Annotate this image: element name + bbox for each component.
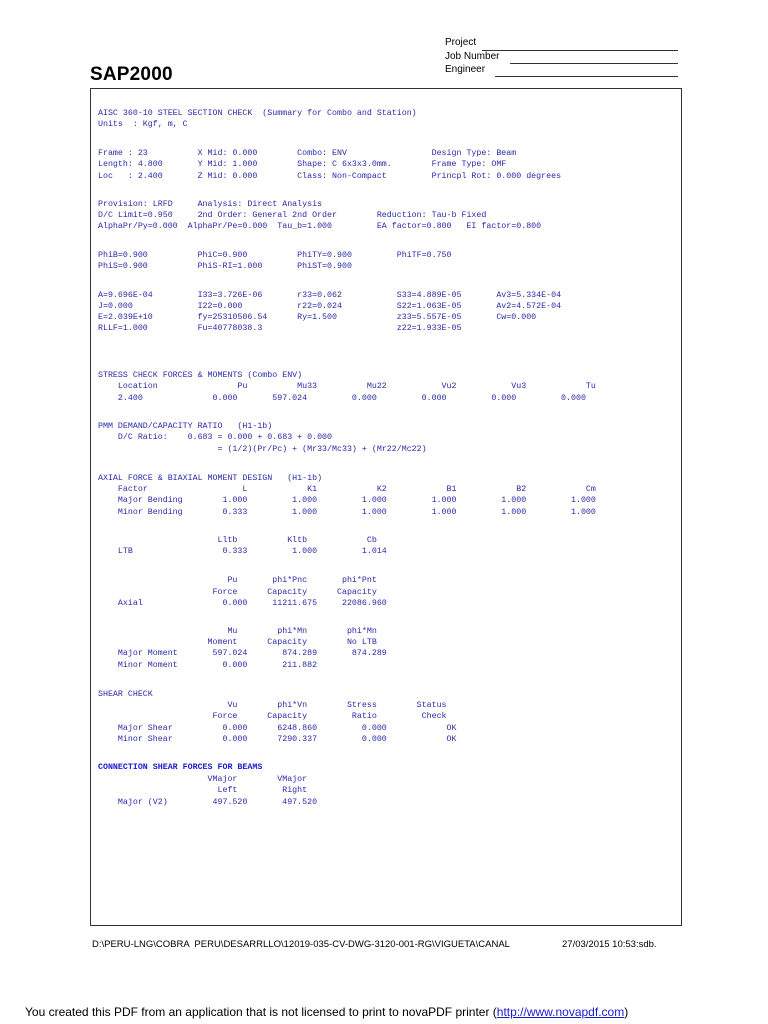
connection-header-row: Left Right (98, 786, 308, 795)
stress-check-value-row: 2.400 0.000 597.024 0.000 0.000 0.000 0.000 (98, 394, 586, 403)
ltb-header-row: Lltb Kltb Cb (98, 536, 377, 545)
axial-row: Axial 0.000 11211.675 22086.960 (98, 599, 387, 608)
file-path: D:\PERU-LNG\COBRA PERU\DESARRLLO\12019-035-CV-DWG-3120-001-RG\VIGUETA\CANAL (92, 939, 510, 950)
shear-header-row: Vu phi*Vn Stress Status (98, 701, 447, 710)
section-props-line: J=0.000 I22=0.000 r22=0.024 S22=1.063E-05 Av2=4.572E-04 (98, 302, 562, 311)
provision-line: AlphaPr/Py=0.000 AlphaPr/Pe=0.000 Tau_b=1.000 EA factor=0.800 EI factor=0.800 (98, 222, 542, 231)
connection-header-row: VMajor VMajor (98, 775, 308, 784)
minor-bending-row: Minor Bending 0.333 1.000 1.000 1.000 1.000 1.000 (98, 508, 596, 517)
license-notice-text: You created this PDF from an application that is not licensed to print to novaPDF printer ( (25, 1005, 497, 1019)
axial-biaxial-heading: AXIAL FORCE & BIAXIAL MOMENT DESIGN (H1-1b) (98, 474, 323, 483)
moment-header-row: Moment Capacity No LTB (98, 638, 377, 647)
provision-line: D/C Limit=0.950 2nd Order: General 2nd Order Reduction: Tau-b Fixed (98, 211, 487, 220)
section-props-line: A=9.696E-04 I33=3.726E-06 r33=0.062 S33=4.889E-05 Av3=5.334E-04 (98, 291, 562, 300)
frame-info-line: Frame : 23 X Mid: 0.000 Combo: ENV Design Type: Beam (98, 149, 517, 158)
dc-ratio-line: D/C Ratio: 0.683 = 0.000 + 0.683 + 0.000 (98, 433, 333, 442)
shear-header-row: Force Capacity Ratio Check (98, 712, 447, 721)
connection-shear-heading: CONNECTION SHEAR FORCES FOR BEAMS (98, 763, 263, 772)
report-title: AISC 360-10 STEEL SECTION CHECK (Summary for Combo and Station) (98, 109, 417, 118)
engineer-label: Engineer (445, 64, 486, 75)
app-brand: SAP2000 (90, 64, 173, 85)
section-props-line: RLLF=1.000 Fu=40778038.3 z22=1.933E-05 (98, 324, 462, 333)
minor-shear-row: Minor Shear 0.000 7290.337 0.000 OK (98, 735, 457, 744)
job-number-label: Job Number (445, 51, 500, 62)
minor-moment-row: Minor Moment 0.000 211.882 (98, 661, 318, 670)
factor-header-row: Factor L K1 K2 B1 B2 Cm (98, 485, 596, 494)
file-timestamp: 27/03/2015 10:53:sdb. (562, 939, 657, 950)
report-units: Units : Kgf, m, C (98, 120, 188, 129)
frame-info-line: Length: 4.800 Y Mid: 1.000 Shape: C 6x3x3.0mm. Frame Type: OMF (98, 160, 507, 169)
frame-info-line: Loc : 2.400 Z Mid: 0.000 Class: Non-Compact Princpl Rot: 0.000 degrees (98, 172, 562, 181)
major-shear-row: Major Shear 0.000 6248.860 0.000 OK (98, 724, 457, 733)
phi-factors-line: PhiB=0.900 PhiC=0.900 PhiTY=0.900 PhiTF=0.750 (98, 251, 452, 260)
project-label: Project (445, 37, 477, 48)
engineer-line (495, 76, 678, 77)
license-notice (25, 1005, 628, 1019)
stress-check-heading: STRESS CHECK FORCES & MOMENTS (Combo ENV) (98, 371, 303, 380)
job-number-line (510, 63, 678, 64)
pmm-heading: PMM DEMAND/CAPACITY RATIO (H1-1b) (98, 422, 273, 431)
moment-header-row: Mu phi*Mn phi*Mn (98, 627, 377, 636)
axial-header-row: Pu phi*Pnc phi*Pnt (98, 576, 377, 585)
shear-check-heading: SHEAR CHECK (98, 690, 153, 699)
dc-ratio-formula: = (1/2)(Pr/Pc) + (Mr33/Mc33) + (Mr22/Mc22) (98, 445, 427, 454)
major-v2-row: Major (V2) 497.520 497.520 (98, 798, 318, 807)
major-moment-row: Major Moment 597.024 874.289 874.289 (98, 649, 387, 658)
provision-line: Provision: LRFD Analysis: Direct Analysis (98, 200, 323, 209)
major-bending-row: Major Bending 1.000 1.000 1.000 1.000 1.000 1.000 (98, 496, 596, 505)
section-props-line: E=2.039E+10 fy=25310506.54 Ry=1.500 z33=5.557E-05 Cw=0.000 (98, 313, 537, 322)
license-notice-tail: ) (624, 1005, 629, 1019)
novapdf-link[interactable]: http://www.novapdf.com (496, 1005, 625, 1019)
ltb-row: LTB 0.333 1.000 1.014 (98, 547, 387, 556)
axial-header-row: Force Capacity Capacity (98, 588, 377, 597)
phi-factors-line: PhiS=0.900 PhiS-RI=1.000 PhiST=0.900 (98, 262, 352, 271)
stress-check-header-row: Location Pu Mu33 Mu22 Vu2 Vu3 Tu (98, 382, 596, 391)
project-line (482, 50, 678, 51)
